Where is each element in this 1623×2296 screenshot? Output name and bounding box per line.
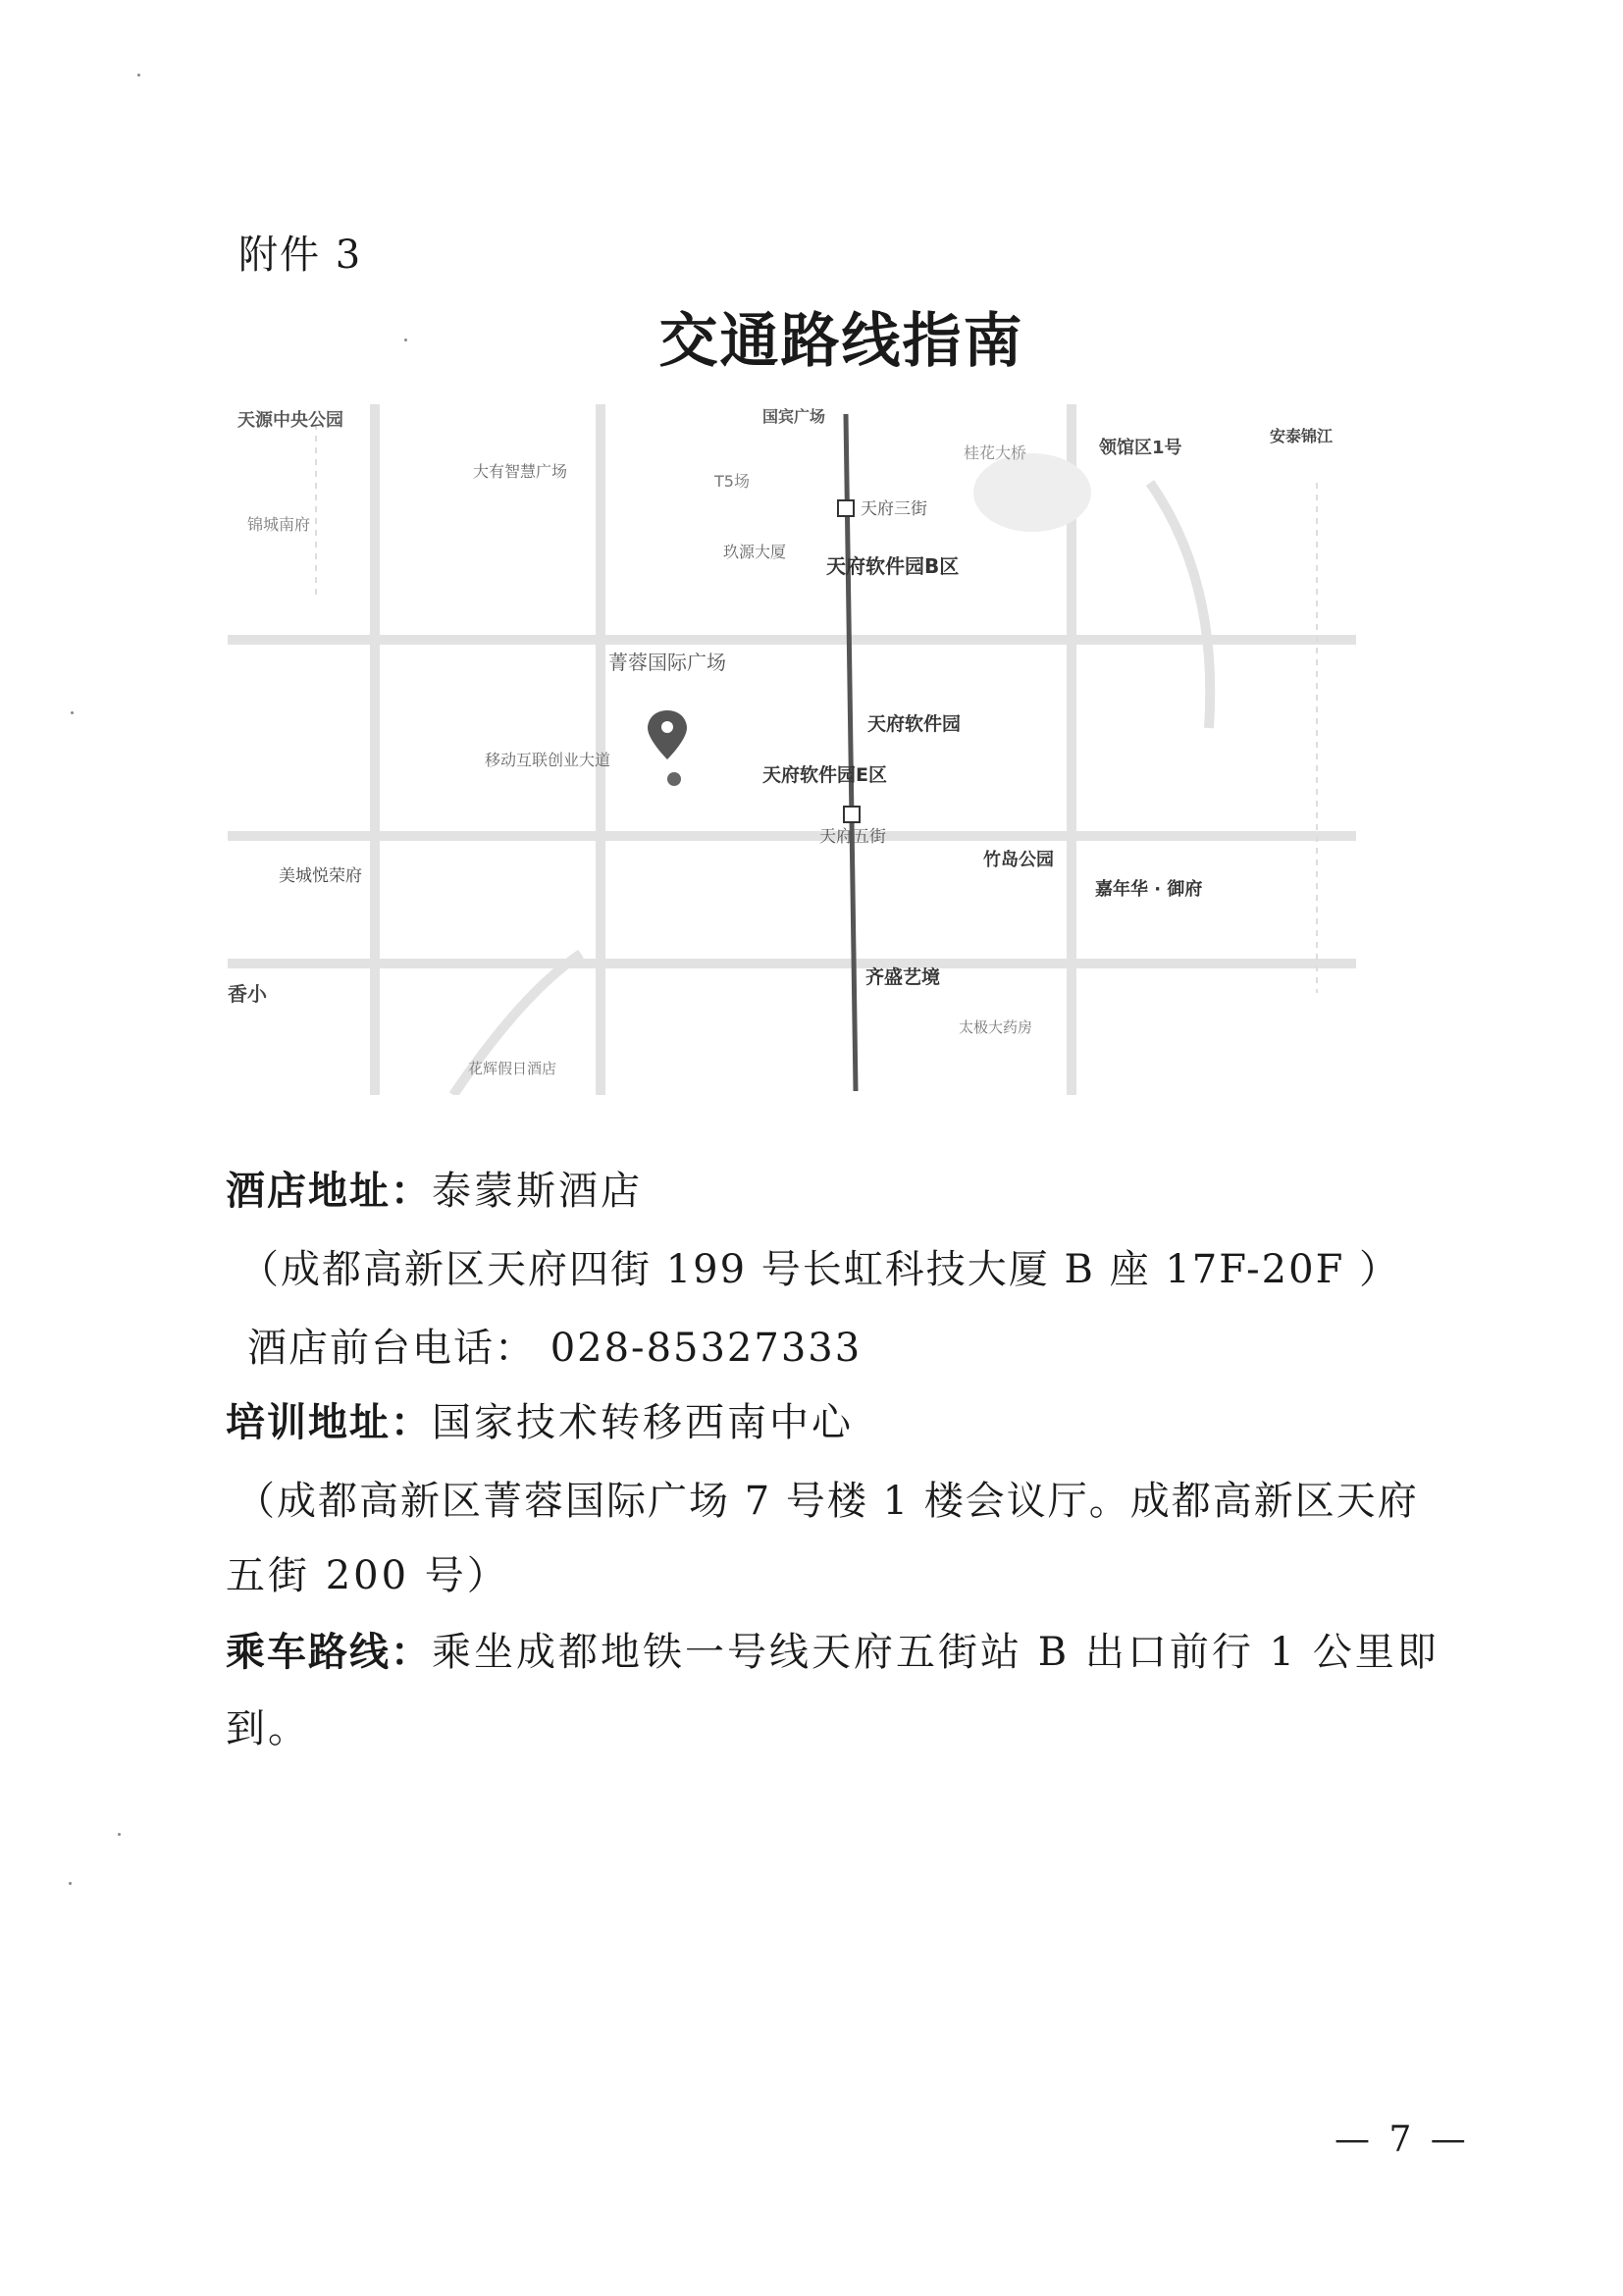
map-label: 花辉假日酒店 bbox=[468, 1060, 557, 1077]
map-label: 天府软件园B区 bbox=[826, 554, 960, 578]
route-label: 乘车路线： bbox=[226, 1630, 432, 1675]
scan-speck bbox=[71, 711, 74, 714]
map-label: 天府三街 bbox=[861, 499, 927, 519]
map-label: 天府五街 bbox=[819, 827, 886, 847]
map-label: T5场 bbox=[714, 472, 750, 491]
metro-station-tianfu5-icon bbox=[844, 807, 860, 822]
route-text-2: 到。 bbox=[226, 1706, 310, 1751]
map-label: 桂花大桥 bbox=[964, 444, 1027, 462]
attachment-label: 附件 3 bbox=[238, 233, 363, 278]
map-label: 国宾广场 bbox=[762, 407, 826, 426]
map-water-area bbox=[973, 453, 1091, 532]
map-label: 菁蓉国际广场 bbox=[608, 651, 726, 674]
route-text-1: 乘坐成都地铁一号线天府五街站 B 出口前行 1 公里即 bbox=[432, 1630, 1440, 1675]
hotel-phone: 酒店前台电话： 028-85327333 bbox=[247, 1326, 863, 1371]
training-address-line bbox=[226, 1391, 854, 1447]
map-label: 玖源大厦 bbox=[723, 543, 787, 561]
route-line bbox=[226, 1621, 1440, 1677]
map-label: 美城悦荣府 bbox=[279, 866, 362, 886]
training-label: 培训地址： bbox=[226, 1400, 432, 1445]
scan-speck bbox=[69, 1882, 72, 1885]
hotel-label: 酒店地址： bbox=[226, 1169, 432, 1214]
route-map-canvas bbox=[228, 404, 1356, 1095]
hotel-address: （成都高新区天府四街 199 号长虹科技大厦 B 座 17F-20F ） bbox=[239, 1247, 1401, 1292]
map-label: 天府软件园 bbox=[867, 713, 962, 735]
map-label: 嘉年华 · 御府 bbox=[1095, 879, 1203, 900]
scan-speck bbox=[137, 74, 140, 77]
training-address-2: 五街 200 号） bbox=[226, 1553, 509, 1598]
map-label: 锦城南府 bbox=[247, 515, 311, 534]
training-name: 国家技术转移西南中心 bbox=[432, 1400, 854, 1445]
page-title: 交通路线指南 bbox=[658, 307, 1024, 376]
map-label: 大有智慧广场 bbox=[473, 462, 568, 481]
page-number: — 7 — bbox=[1335, 2119, 1470, 2160]
hotel-address-line bbox=[226, 1160, 643, 1216]
scan-speck bbox=[404, 339, 407, 341]
map-label: 竹岛公园 bbox=[983, 850, 1054, 870]
metro-station-tianfu3-icon bbox=[838, 500, 854, 516]
map-label: 齐盛艺境 bbox=[865, 966, 941, 988]
map-label: 领馆区1号 bbox=[1099, 438, 1182, 458]
hotel-name: 泰蒙斯酒店 bbox=[432, 1169, 643, 1214]
map-label: 香小 bbox=[228, 982, 267, 1006]
map-label: 太极大药房 bbox=[959, 1018, 1033, 1036]
map-label: 移动互联创业大道 bbox=[485, 751, 611, 769]
map-label: 安泰锦江 bbox=[1270, 427, 1334, 445]
training-address-1: （成都高新区菁蓉国际广场 7 号楼 1 楼会议厅。成都高新区天府 bbox=[236, 1479, 1419, 1524]
scan-speck bbox=[118, 1833, 121, 1836]
map-label: 天源中央公园 bbox=[237, 410, 343, 431]
route-map bbox=[228, 404, 1356, 1095]
map-label: 天府软件园E区 bbox=[762, 764, 887, 786]
